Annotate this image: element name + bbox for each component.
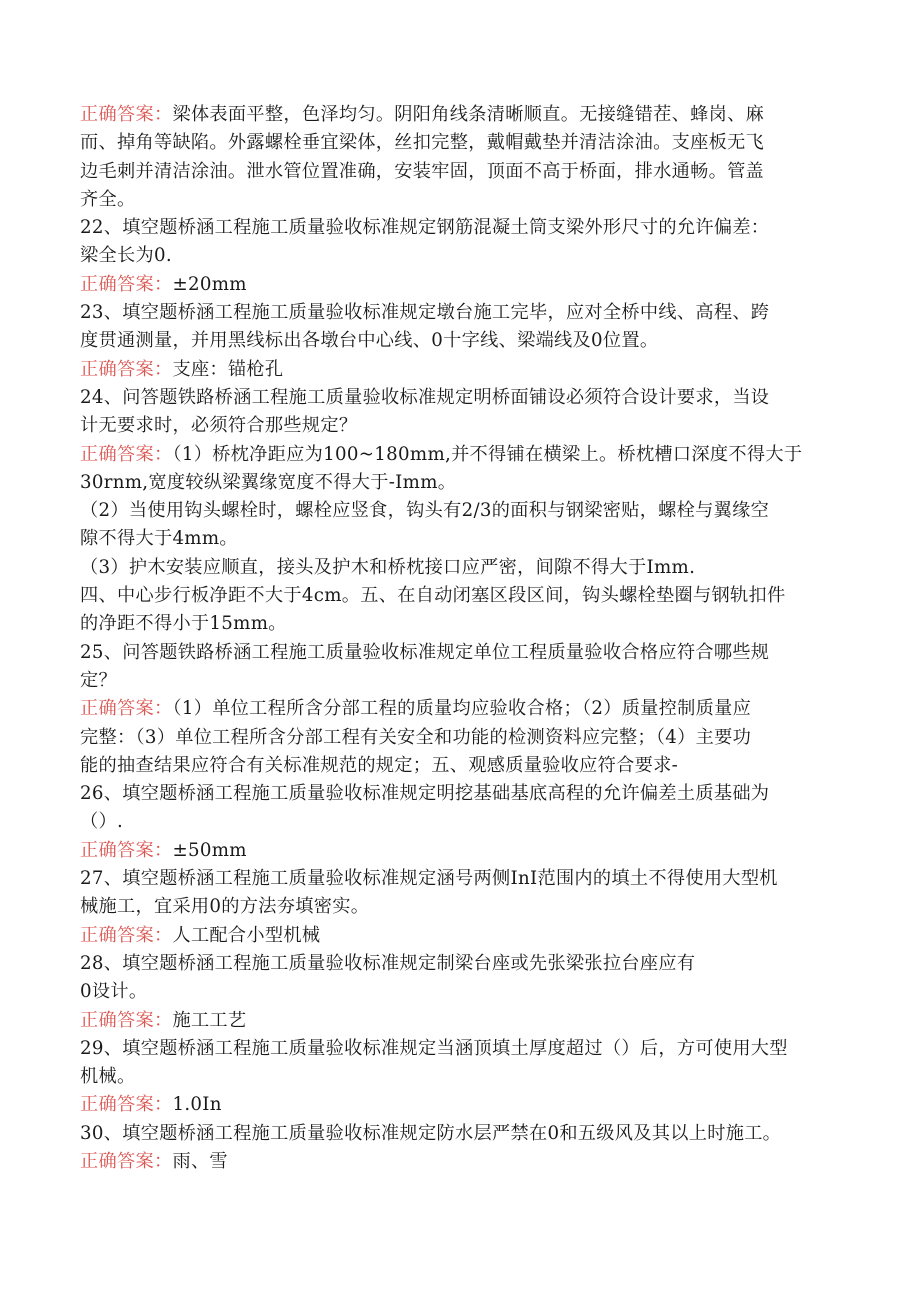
line-text: 梁全长为0.	[80, 245, 172, 267]
line-text: 0设计。	[80, 981, 148, 1003]
line-text: （1）桥枕净距应为100~180mm,并不得铺在横梁上。桥枕槽口深度不得大于	[172, 443, 803, 465]
text-line	[80, 582, 840, 610]
line-text: 支座：锚枪孔	[172, 358, 284, 380]
line-text: 而、掉角等缺陷。外露螺栓垂宜梁体，丝扣完整，戴帽戴垫并清洁涂油。支座板无飞	[80, 132, 765, 154]
answer-line	[80, 1091, 840, 1119]
document-body	[80, 101, 840, 1176]
answer-line	[80, 1007, 840, 1035]
line-text: 能的抽查结果应符合有关标准规范的规定；五、观感质量验收应符合要求-	[80, 754, 679, 776]
answer-line	[80, 1148, 840, 1176]
text-line	[80, 242, 840, 270]
line-text: （2）当使用钩头螺栓时，螺栓应竖食，钩头有2/3的面积与钢梁密贴，螺栓与翼缘空	[80, 500, 770, 522]
text-line	[80, 752, 840, 780]
line-text: 的净距不得小于15mm。	[80, 613, 287, 635]
line-text: 齐全。	[80, 188, 136, 210]
line-text: 30、填空题桥涵工程施工质量验收标准规定防水层严禁在0和五级风及其以上时施工。	[80, 1122, 782, 1144]
text-line	[80, 950, 840, 978]
line-text: 人工配合小型机械	[172, 924, 321, 946]
answer-label: 正确答案：	[80, 1150, 173, 1172]
line-text: 机械。	[80, 1066, 136, 1088]
answer-line	[80, 356, 840, 384]
line-text: 30rnm,宽度较纵梁翼缘宽度不得大于-Imm。	[80, 471, 457, 493]
answer-label: 正确答案：	[80, 839, 173, 861]
text-line	[80, 129, 840, 157]
text-line	[80, 214, 840, 242]
text-line	[80, 469, 840, 497]
line-text: ±50mm	[172, 839, 247, 861]
line-text: 22、填空题桥涵工程施工质量验收标准规定钢筋混凝土筒支梁外形尺寸的允许偏差：	[80, 217, 770, 239]
text-line	[80, 554, 840, 582]
line-text: 24、问答题铁路桥涵工程施工质量验收标准规定明桥面铺设必须符合设计要求，当设	[80, 386, 770, 408]
answer-line	[80, 101, 840, 129]
text-line	[80, 610, 840, 638]
line-text: 计无要求时，必须符合那些规定？	[80, 415, 358, 437]
line-text: 械施工，宜采用0的方法夯填密实。	[80, 896, 370, 918]
text-line	[80, 978, 840, 1006]
line-text: 23、填空题桥涵工程施工质量验收标准规定墩台施工完毕，应对全桥中线、高程、跨	[80, 302, 770, 324]
answer-label: 正确答案：	[80, 443, 173, 465]
answer-line	[80, 922, 840, 950]
answer-line	[80, 695, 840, 723]
answer-label: 正确答案：	[80, 104, 173, 125]
text-line	[80, 497, 840, 525]
answer-line	[80, 271, 840, 299]
line-text: （3）护木安装应顺直，接头及护木和桥枕接口应严密，间隙不得大于Imm.	[80, 556, 696, 578]
text-line	[80, 1063, 840, 1091]
text-line	[80, 299, 840, 327]
line-text: 26、填空题桥涵工程施工质量验收标准规定明挖基础基底高程的允许偏差土质基础为	[80, 783, 770, 805]
answer-label: 正确答案：	[80, 1009, 173, 1031]
answer-label: 正确答案：	[80, 358, 173, 380]
text-line	[80, 384, 840, 412]
text-line	[80, 327, 840, 355]
text-line	[80, 639, 840, 667]
text-line	[80, 780, 840, 808]
line-text: 梁体表面平整，色泽均匀。阴阳角线条清晰顺直。无接缝错茬、蜂岗、麻	[172, 104, 765, 125]
text-line	[80, 865, 840, 893]
line-text: 隙不得大于4mm。	[80, 528, 238, 550]
line-text: 雨、雪	[172, 1150, 228, 1172]
answer-line	[80, 837, 840, 865]
line-text: 27、填空题桥涵工程施工质量验收标准规定涵号两侧InI范围内的填土不得使用大型机	[80, 868, 778, 890]
text-line	[80, 412, 840, 440]
text-line	[80, 1035, 840, 1063]
answer-line	[80, 441, 840, 469]
text-line	[80, 186, 840, 214]
text-line	[80, 1120, 840, 1148]
answer-label: 正确答案：	[80, 924, 173, 946]
line-text: （）.	[80, 811, 124, 833]
text-line	[80, 158, 840, 186]
line-text: 度贯通测量，并用黑线标出各墩台中心线、0十字线、梁端线及0位置。	[80, 330, 659, 352]
answer-label: 正确答案：	[80, 698, 173, 720]
text-line	[80, 724, 840, 752]
text-line	[80, 808, 840, 836]
line-text: 边毛刺并清洁涂油。泄水管位置准确，安装牢固，顶面不高于桥面，排水通畅。管盖	[80, 160, 765, 182]
line-text: 定？	[80, 669, 117, 691]
text-line	[80, 525, 840, 553]
line-text: 四、中心步行板净距不大于4cm。五、在自动闭塞区段区间，钩头螺栓垫圈与钢轨扣件	[80, 585, 786, 607]
text-line	[80, 893, 840, 921]
answer-label: 正确答案：	[80, 273, 173, 295]
line-text: 28、填空题桥涵工程施工质量验收标准规定制梁台座或先张梁张拉台座应有	[80, 952, 696, 974]
line-text: 29、填空题桥涵工程施工质量验收标准规定当涵顶填土厚度超过（）后，方可使用大型	[80, 1037, 788, 1059]
answer-label: 正确答案：	[80, 1094, 173, 1116]
line-text: 1.0In	[172, 1094, 222, 1116]
line-text: ±20mm	[172, 273, 247, 295]
line-text: 施工工艺	[172, 1009, 247, 1031]
line-text: （1）单位工程所含分部工程的质量均应验收合格；（2）质量控制质量应	[172, 698, 752, 720]
text-line	[80, 667, 840, 695]
line-text: 25、问答题铁路桥涵工程施工质量验收标准规定单位工程质量验收合格应符合哪些规	[80, 641, 770, 663]
line-text: 完整：（3）单位工程所含分部工程有关安全和功能的检测资料应完整；（4）主要功	[80, 726, 752, 748]
